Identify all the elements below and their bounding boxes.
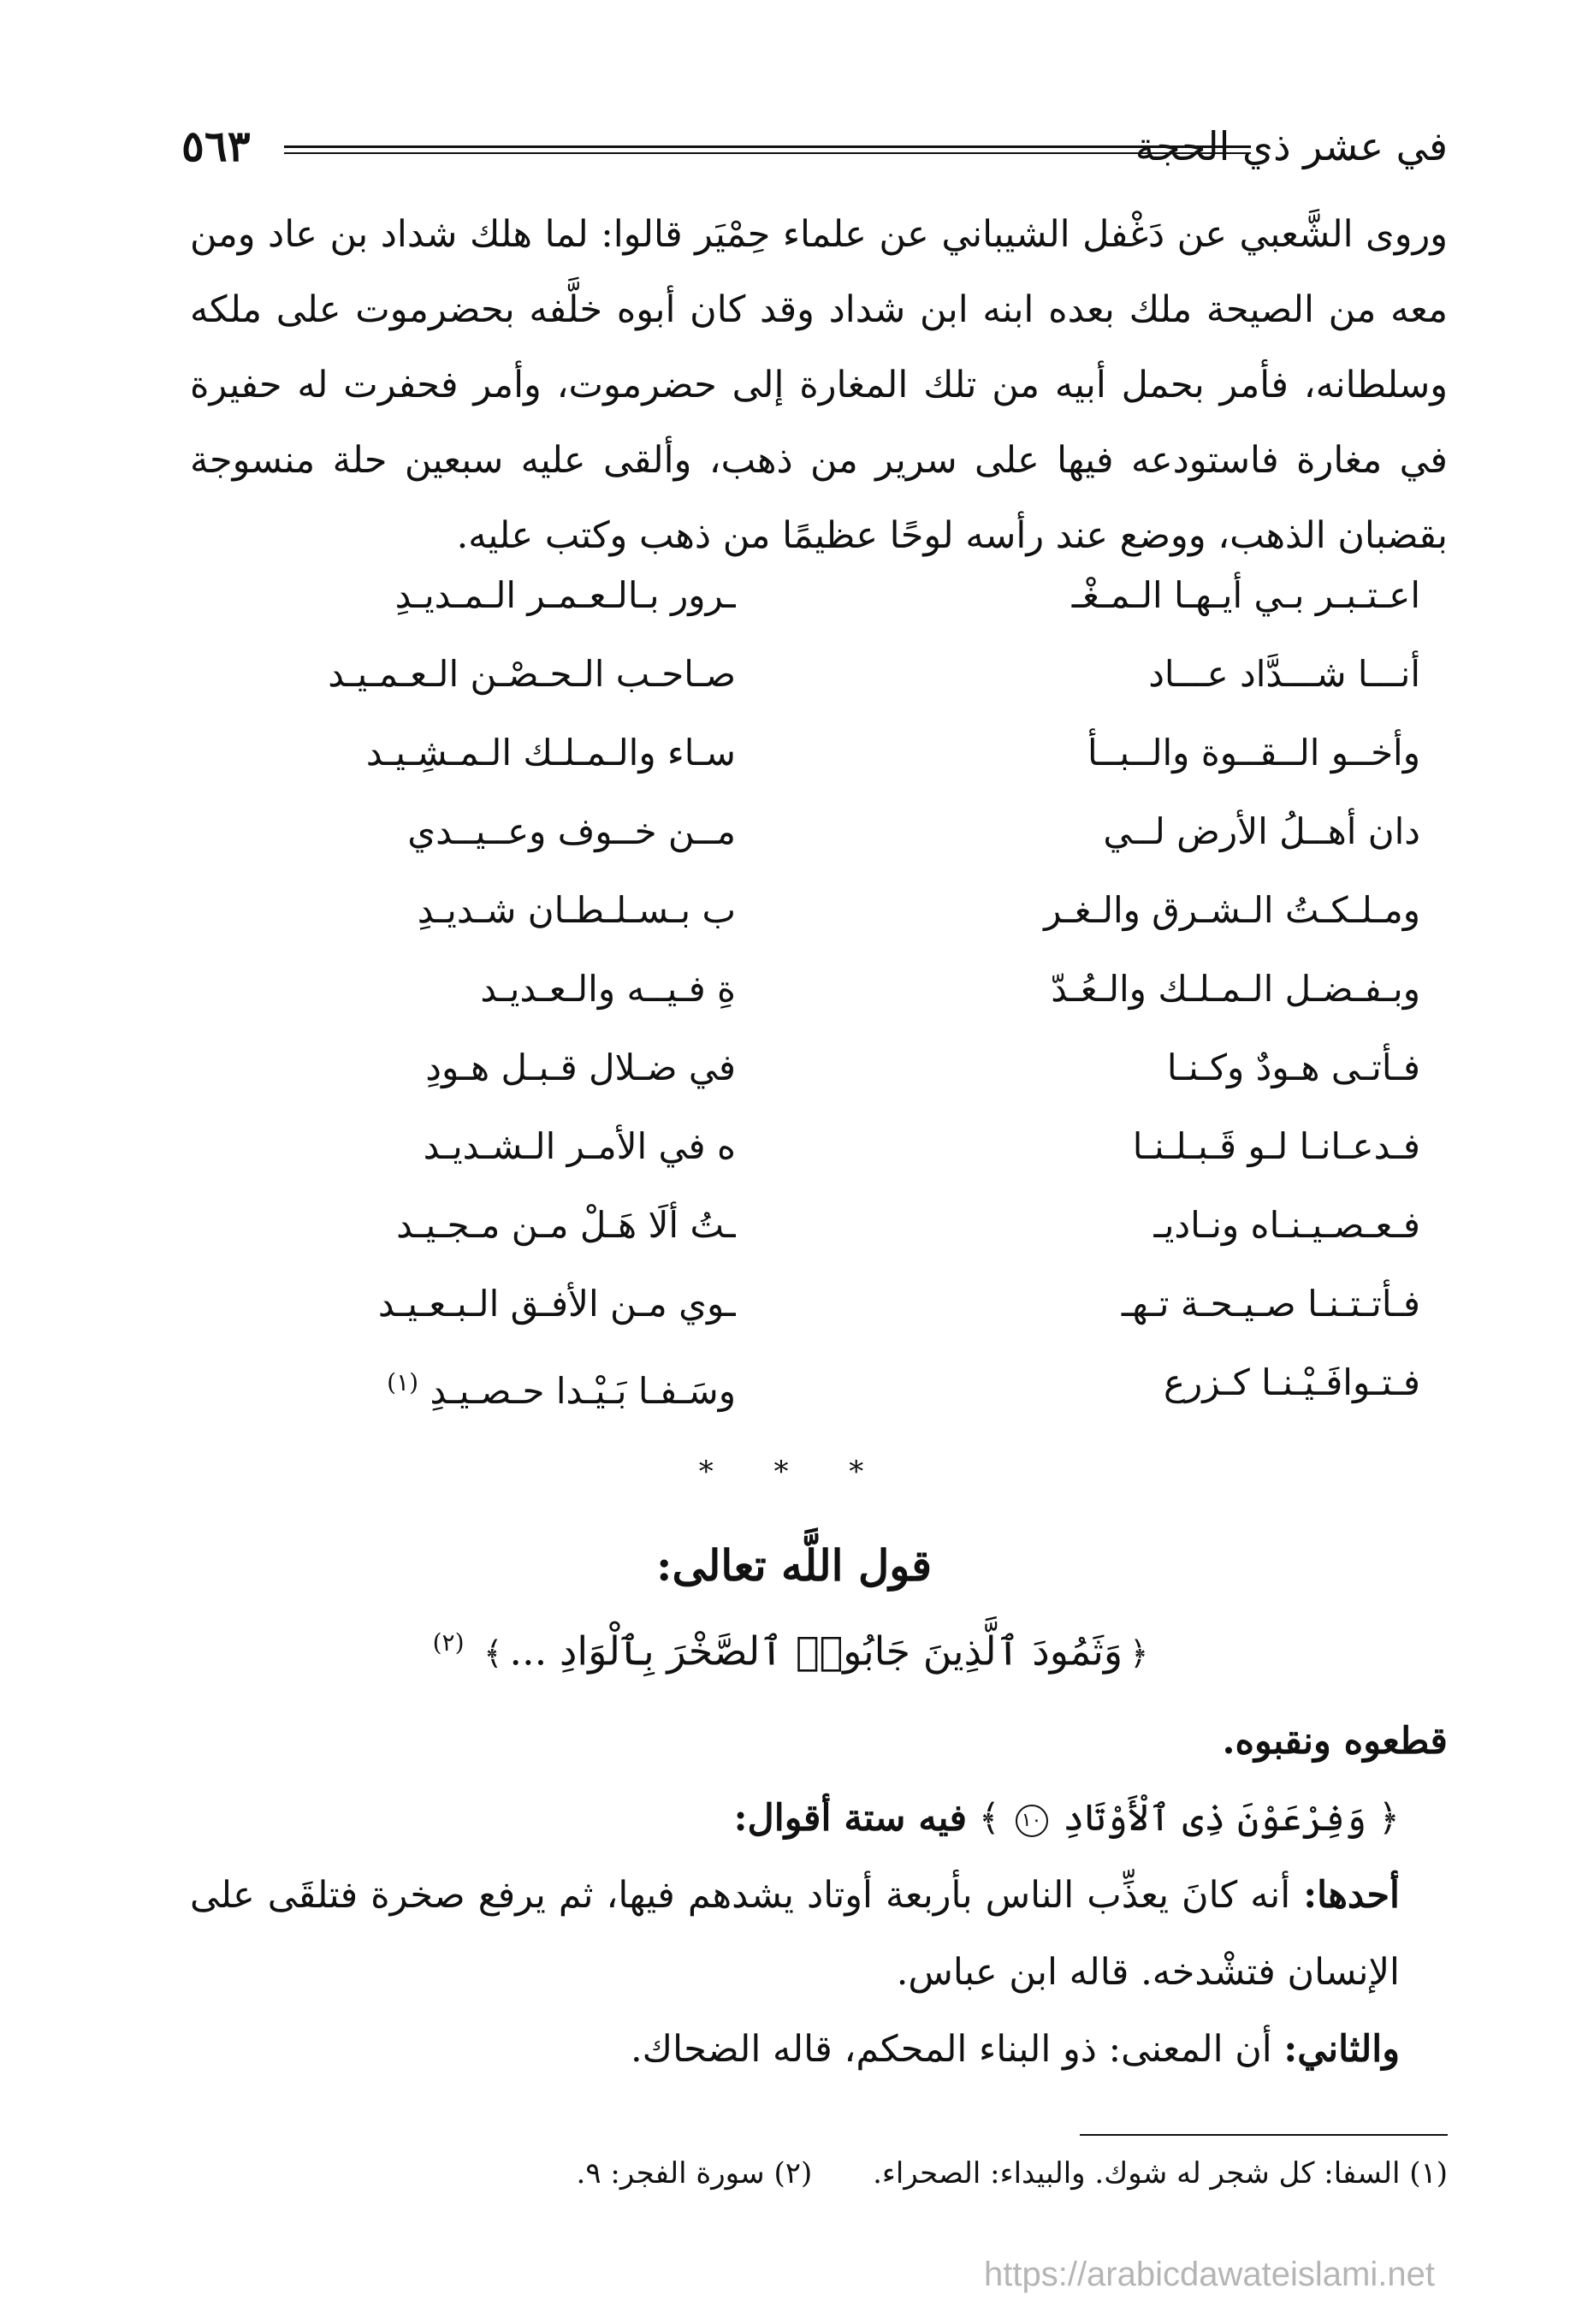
poem-verse [257, 1343, 1420, 1422]
section-heading: قول اللَّه تعالى: [656, 1540, 932, 1591]
verse-first-hemistich: اعـتـبـر بـي أيـهـا الـمـغْـ [1071, 574, 1420, 616]
verse-second-hemistich: في ضـلال قـبـل هـودِ [425, 1046, 736, 1088]
quran-close-bracket: ﴾ [483, 1634, 503, 1673]
intro-paragraph [190, 197, 1448, 573]
verse-first-hemistich: ومـلـكـتُ الـشـرق والـغـر [1044, 889, 1420, 931]
opinion-label: أحدها: [1303, 1874, 1400, 1917]
ayah-number-badge: ١٠ [1016, 1805, 1048, 1837]
commentary [190, 1703, 1448, 2088]
verse-second-hemistich: مــن خــوف وعــيــدي [407, 810, 736, 852]
source-watermark: https://arabicdawateislami.net [984, 2256, 1435, 2293]
poem-verse [257, 1107, 1420, 1186]
verse-first-hemistich: وبـفـضـل الـمـلـك والـعُـدّ [1051, 968, 1420, 1010]
footnote-rule [1080, 2134, 1448, 2136]
opinion-paragraph [190, 1857, 1448, 2011]
section-separator: * * * [698, 1455, 890, 1489]
footnote: (٢) سورة الفجر: ٩. [576, 2156, 813, 2191]
chapter-title: في عشر ذي الحجة [1135, 123, 1448, 169]
gloss-line: قطعوه ونقبوه. [1222, 1720, 1448, 1763]
verse-second-hemistich: ـوي مـن الأفـق الـبـعـيـد [377, 1283, 736, 1325]
verse-second-hemistich: وسَـفـا بَـيْـدا حـصـيـدِ [430, 1370, 736, 1412]
opinion-text: أن المعنى: ذو البناء المحكم، قاله الضحاك. [631, 2028, 1272, 2071]
verse-second-hemistich-with-note [257, 1343, 736, 1431]
poem-verse [257, 871, 1420, 950]
verse-first-hemistich: فـأتـتـنـا صـيـحـة تـهـ [1121, 1283, 1420, 1325]
second-verse-line [190, 1780, 1448, 1857]
running-header [181, 116, 1448, 185]
poem-verse [257, 1265, 1420, 1343]
poem-verse [257, 1186, 1420, 1265]
footnote: (١) السفا: كل شجر له شوك. والبيداء: الصحراء. [873, 2156, 1448, 2191]
verse-first-hemistich: فـأتـى هـودٌ وكـنـا [1166, 1046, 1420, 1088]
poem-verse [257, 714, 1420, 792]
poem [257, 556, 1420, 1422]
verse-second-hemistich: ةِ فـيــه والـعـديـد [480, 968, 736, 1010]
opinion-label: والثاني: [1283, 2028, 1400, 2071]
poem-verse [257, 950, 1420, 1029]
poem-verse [257, 792, 1420, 871]
verse-second-hemistich: ـرور بـالـعـمـر الـمـديـدِ [394, 574, 736, 616]
opinion-paragraph [190, 2011, 1448, 2088]
verse-first-hemistich: فـدعـانـا لـو قَـبـلـنـا [1132, 1125, 1420, 1167]
quran-verse-text: وَثَمُودَ ٱلَّذِينَ جَابُوا۟ ٱلصَّخْرَ بِٱلْوَادِ ... [509, 1627, 1123, 1675]
poem-verse [257, 1029, 1420, 1107]
footnotes [190, 2146, 1448, 2201]
intro-text: وروى الشَّعبي عن دَغْفل الشيباني عن علماء حِمْيَر قالوا: لما هلك شداد بن عاد ومن معه من الصيحة ملك بعده ابنه ابن شداد وقد كان أبوه خلَّفه بحضرموت على ملكه وسلطانه، فأمر بحمل أبيه من تلك المغارة إلى حضرموت، وأمر فحفرت له حفيرة في مغارة فاستودعه فيها على سرير من ذهب، وألقى عليه سبعين حلة منسوجة بقضبان الذهب، ووضع عند رأسه لوحًا عظيمًا من ذهب وكتب عليه. [190, 213, 1448, 557]
quran-close-bracket: ﴾ [978, 1797, 1000, 1840]
verse-second-hemistich: سـاء والـمـلـك الـمـشِـيـد [365, 732, 736, 774]
header-rule [284, 145, 1251, 148]
poem-verse [257, 635, 1420, 714]
quran-open-bracket: ﴿ [1129, 1634, 1149, 1673]
verse-second-hemistich: ـتُ ألَا هَـلْ مـن مـجـيـد [396, 1204, 736, 1246]
quran-verse-text: وَفِرْعَوْنَ ذِى ٱلْأَوْتَادِ [1063, 1797, 1367, 1840]
verse-first-hemistich: فـعـصـيـنـاه ونـاديـ [1153, 1204, 1420, 1246]
opinion-text: أنه كانَ يعذِّب الناس بأربعة أوتاد يشدهم فيها، ثم يرفع صخرة فتلقَى على الإنسان فتشْدخه. قاله ابن عباس. [190, 1874, 1400, 1994]
page-number: ٥٦٣ [181, 121, 251, 171]
poem-verse [257, 556, 1420, 635]
verse-first-hemistich: وأخــو الــقــوة والــبــأ [1087, 732, 1420, 774]
opinions-lead: فيه ستة أقوال: [733, 1797, 968, 1840]
verse-first-hemistich: دان أهــلُ الأرض لــي [1103, 810, 1420, 852]
verse-second-hemistich: صـاحـب الـحـصْـن الـعـمـيـد [328, 653, 736, 695]
footnote-marker-2: (٢) [432, 1628, 465, 1657]
quran-open-bracket: ﴿ [1378, 1797, 1400, 1840]
verse-first-hemistich: فـتـوافَـيْـنـا كـزرع [1163, 1361, 1420, 1403]
verse-second-hemistich: ب بـسـلـطـان شـديـدِ [417, 889, 736, 931]
footnote-marker-1: (١) [387, 1368, 419, 1396]
quran-verse-line [0, 1609, 1588, 1687]
verse-second-hemistich: ه في الأمـر الـشـديـد [423, 1125, 736, 1167]
verse-first-hemistich: أنـــا شـــدَّاد عـــاد [1148, 653, 1420, 695]
